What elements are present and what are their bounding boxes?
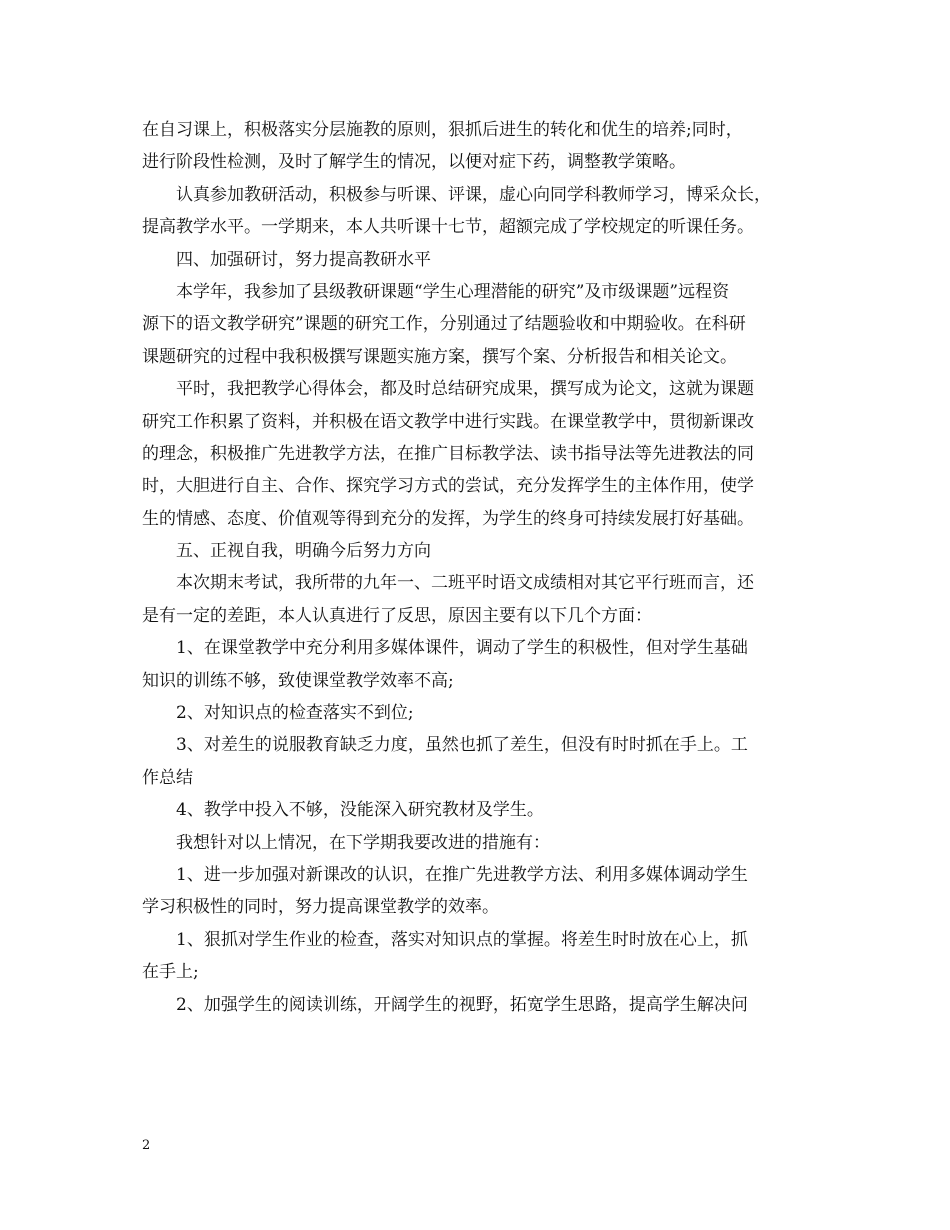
text-line: 源下的语文教学研究”课题的研究工作，分别通过了结题验收和中期验收。在科研 bbox=[142, 314, 746, 335]
text-line: 知识的训练不够，致使课堂教学效率不高; bbox=[142, 670, 454, 691]
list-item: 1、狠抓对学生作业的检查，落实对知识点的掌握。将差生时时放在心上，抓 bbox=[176, 929, 748, 950]
text-line: 研究工作积累了资料，并积极在语文教学中进行实践。在课堂教学中，贯彻新课改 bbox=[142, 411, 754, 432]
text-line: 学习积极性的同时，努力提高课堂教学的效率。 bbox=[142, 897, 499, 918]
list-item: 4、教学中投入不够，没能深入研究教材及学生。 bbox=[176, 800, 544, 821]
list-item: 2、对知识点的检查落实不到位; bbox=[176, 703, 414, 724]
text-line: 本次期末考试，我所带的九年一、二班平时语文成绩相对其它平行班而言，还 bbox=[176, 573, 754, 594]
text-line: 认真参加教研活动，积极参与听课、评课，虚心向同学科教师学习，博采众长， bbox=[176, 184, 771, 205]
text-line: 是有一定的差距，本人认真进行了反思，原因主要有以下几个方面： bbox=[142, 605, 652, 626]
text-line: 课题研究的过程中我积极撰写课题实施方案，撰写个案、分析报告和相关论文。 bbox=[142, 346, 737, 367]
text-line: 我想针对以上情况，在下学期我要改进的措施有： bbox=[176, 832, 550, 853]
list-item: 1、在课堂教学中充分利用多媒体课件，调动了学生的积极性，但对学生基础 bbox=[176, 638, 748, 659]
text-line: 在自习课上，积极落实分层施教的原则，狠抓后进生的转化和优生的培养;同时， bbox=[142, 120, 743, 140]
list-item: 3、对差生的说服教育缺乏力度，虽然也抓了差生，但没有时时抓在手上。工 bbox=[176, 735, 748, 756]
text-line: 作总结 bbox=[142, 767, 193, 788]
list-item: 1、进一步加强对新课改的认识，在推广先进教学方法、利用多媒体调动学生 bbox=[176, 864, 748, 885]
text-line: 在手上; bbox=[142, 962, 199, 983]
text-line: 提高教学水平。一学期来，本人共听课十七节，超额完成了学校规定的听课任务。 bbox=[142, 217, 754, 238]
body-text bbox=[142, 114, 832, 1021]
text-line: 本学年，我参加了县级教研课题“学生心理潜能的研究”及市级课题”远程资 bbox=[176, 281, 730, 302]
text-line: 生的情感、态度、价值观等得到充分的发挥，为学生的终身可持续发展打好基础。 bbox=[142, 508, 754, 529]
section-heading: 四、加强研讨，努力提高教研水平 bbox=[176, 249, 431, 270]
page-number: 2 bbox=[142, 1138, 151, 1153]
text-line: 时，大胆进行自主、合作、探究学习方式的尝试，充分发挥学生的主体作用，使学 bbox=[142, 476, 754, 497]
section-heading: 五、正视自我，明确今后努力方向 bbox=[176, 541, 431, 562]
text-line: 的理念，积极推广先进教学方法，在推广目标教学法、读书指导法等先进教法的同 bbox=[142, 443, 754, 464]
list-item: 2、加强学生的阅读训练，开阔学生的视野，拓宽学生思路，提高学生解决问 bbox=[176, 994, 748, 1015]
text-line: 平时，我把教学心得体会，都及时总结研究成果，撰写成为论文，这就为课题 bbox=[176, 379, 754, 400]
text-line: 进行阶段性检测，及时了解学生的情况，以便对症下药，调整教学策略。 bbox=[142, 152, 686, 173]
